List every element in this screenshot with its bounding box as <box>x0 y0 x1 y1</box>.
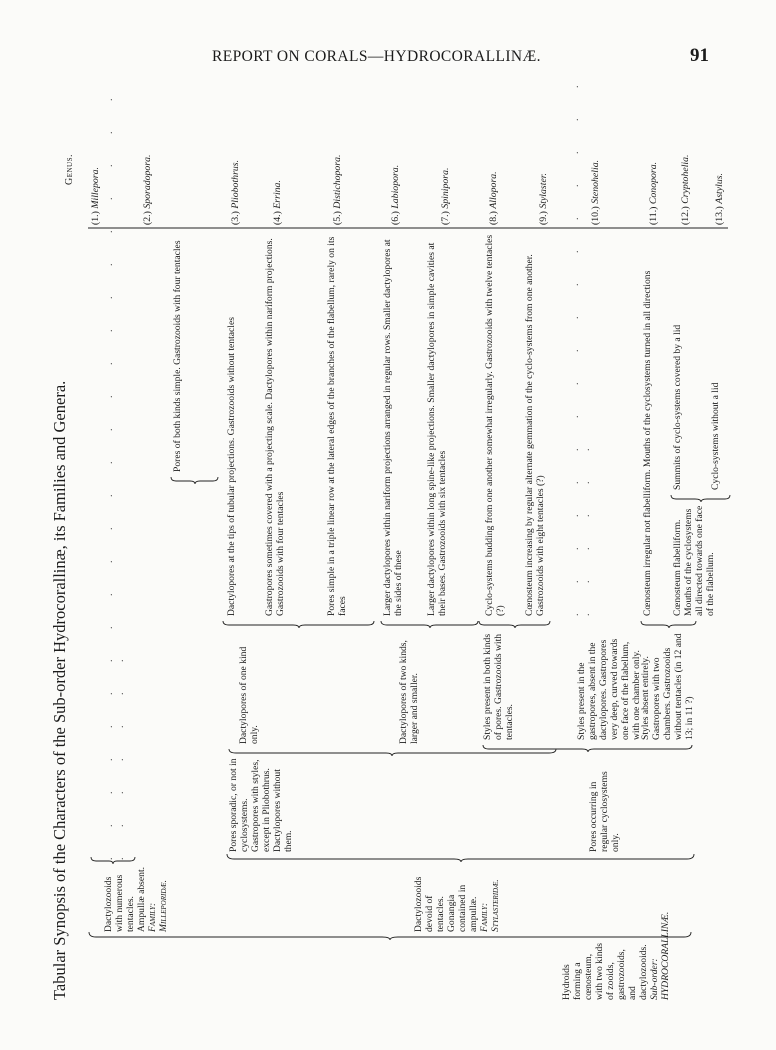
dactylopores-two-kinds: Dactylopores of two kinds, larger and smaller. <box>398 640 420 744</box>
genus-entry: (3.) Pliobothrus. <box>230 159 241 225</box>
genus-entry: (11.) Conopora. <box>648 161 659 225</box>
root-description <box>550 911 671 1000</box>
dactylopores-one-brace <box>222 619 376 628</box>
root-brace <box>88 930 693 940</box>
dactylopores-one-kind: Dactylopores of one kind only. <box>238 646 260 744</box>
family-stylasteridae <box>402 864 501 932</box>
char-astylus: Cyclo-systems without a lid <box>710 382 721 490</box>
styles-absent: Styles absent entirely. Gastropores with two chambers. Gastrozooids without tentacles (in 12 and 13; in 11 ?) <box>640 633 695 740</box>
genus-entry: (6.) Labiopora. <box>390 164 401 225</box>
genus-entry: (12.) Cryptohelia. <box>680 154 691 225</box>
dactylopores-two-brace <box>380 619 480 628</box>
genus-entry: (1.) Millepora. <box>90 167 101 225</box>
page-number: 91 <box>690 45 709 66</box>
char-labiopora: Larger dactylopores within nariform projections arranged in regular rows. Smaller dactylopores at the sides of these <box>382 239 404 616</box>
styles-absent-brace <box>640 619 698 628</box>
table-title: Tabular Synopsis of the Characters of the Sub-order Hydrocorallinæ, its Families and Genera. <box>50 380 69 1000</box>
leader-dots: . . . . . . . . . . . . . . . . . . . . . . . <box>570 71 592 616</box>
char-conopora: Cœnosteum irregular not flabelliform. Mouths of the cyclosystems turned in all directions <box>642 270 653 616</box>
char-stylaster: Cœnosteum increasing by regular alternate gemmation of the cyclo-systems from one another. Gastrozooids with eight tentacles (?) <box>524 254 546 616</box>
pores-cyclo-brace <box>482 743 694 752</box>
synopsis-table <box>50 65 740 1000</box>
stylasteridae-brace <box>226 852 696 862</box>
family-milleporidae <box>92 866 169 932</box>
genus-entry: (7.) Spinipora. <box>440 167 451 225</box>
milleporid-genera-brace <box>170 475 220 484</box>
flabelliform-brace <box>670 493 732 502</box>
family-milleporidae-text: Dactylozooids with numerous tentacles. Ampullæ absent. <box>103 866 147 932</box>
styles-both-pores: Styles present in both kinds of pores. Gastrozooids with tentacles. <box>482 633 515 740</box>
genus-entry: (10.) Stenohelia. <box>590 159 601 225</box>
suborder-name: Sub-order: HYDROCORALLINÆ. <box>649 911 671 1000</box>
char-errina: Gastropores sometimes covered with a projecting scale. Dactylopores within nariform projections. Gastrozooids with four tentacles <box>264 238 286 616</box>
styles-both-brace <box>478 619 552 628</box>
char-milleporid: Pores of both kinds simple. Gastrozooids with four tentacles <box>172 240 183 472</box>
genus-entry: (5.) Distichopora. <box>332 154 343 225</box>
genus-entry: (2.) Sporadopora. <box>142 154 153 225</box>
char-spinipora: Larger dactylopores within long spine-like projections. Smaller dactylopores in simple cavities at their bases. Gastrozooids with six tentacles <box>426 242 448 616</box>
pores-sporadic: Pores sporadic, or not in cyclosystems. Gastropores with styles, except in Pliobothrus. Dactylopores without them. <box>228 758 294 852</box>
family-stylasteridae-text: Dactylozooids devoid of tentacles. Gonangia contained in ampullæ. <box>413 876 479 932</box>
char-allopora: Cyclo-systems budding from one another somewhat irregularly. Gastrozooids with twelve tentacles (?) <box>484 234 506 616</box>
running-title: REPORT ON CORALS—HYDROCORALLINÆ. <box>212 48 541 65</box>
genus-entry: (4.) Errina. <box>272 180 283 225</box>
genus-entry: (8.) Allopora. <box>488 171 499 225</box>
pores-cyclosystems: Pores occurring in regular cyclosystems only. <box>588 771 621 852</box>
family-milleporidae-name: Family: Milleporidæ. <box>147 879 169 932</box>
char-cryptohelia: Summits of cyclo-systems covered by a lid <box>672 324 683 490</box>
char-pliobothrus: Dactylopores at the tips of tubular projections. Gastrozooids without tentacles <box>226 317 237 616</box>
root-text: Hydroids forming a cœnosteum, with two kinds of zooids, gastrozooids, and dactylozooids. <box>561 942 649 1000</box>
genus-entry: (9.) Stylaster. <box>538 173 549 225</box>
char-flabelliform: Cœnosteum flabelliform. Mouths of the cyclosystems all directed towards one face of the flabellum. <box>672 505 716 616</box>
styles-gastropores: Styles present in the gastropores, absent in the dactylopores. Gastropores very deep, curved towards one face of the flabellum, with one chamber only. <box>576 638 642 740</box>
genus-column-heading: Genus. <box>64 153 75 185</box>
genus-entry: (13.) Astylus. <box>714 173 725 225</box>
genus-rule <box>88 226 728 230</box>
family-stylasteridae-name: Family: Stylasteridæ. <box>479 879 501 932</box>
char-distichopora: Pores simple in a triple linear row at the lateral edges of the branches of the flabellum, rarely on its faces <box>326 236 348 616</box>
leader-dots: . . . . . . . . . . . . . . . . . . . . . . . . . . . . . . . <box>104 84 126 860</box>
